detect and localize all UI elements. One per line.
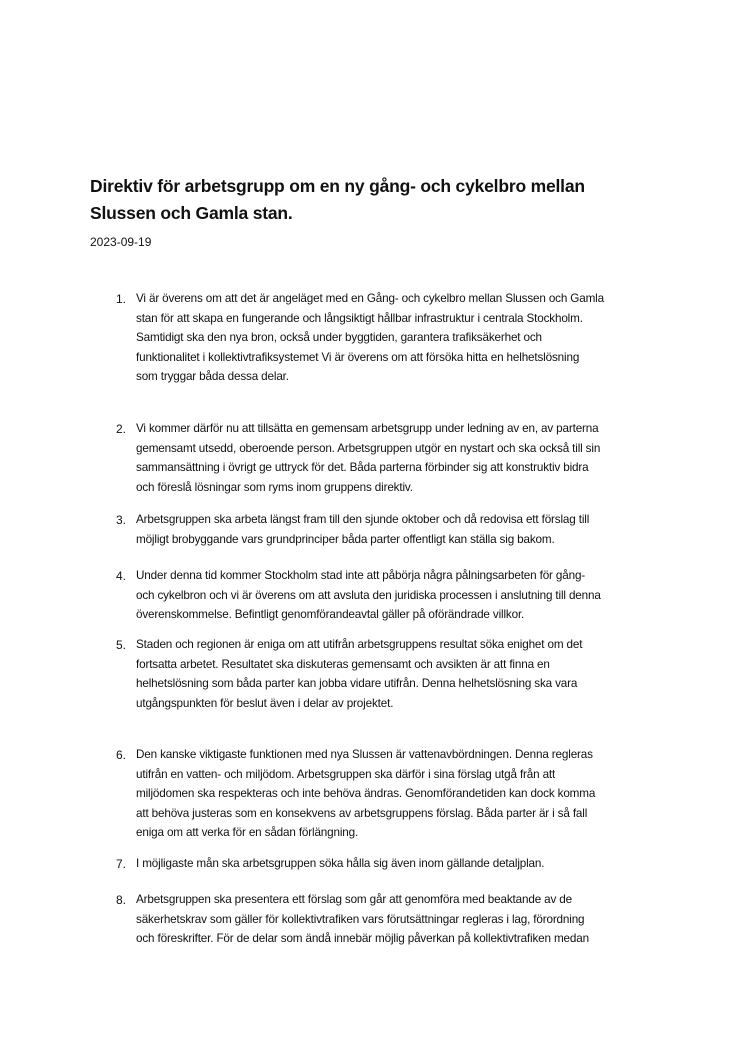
list-item-number: 7.	[116, 857, 127, 871]
list-item-number: 1.	[116, 292, 127, 306]
list-item-text-line: Arbetsgruppen ska arbeta längst fram till den sjunde oktober och då redovisa ett förslag till	[136, 513, 590, 526]
list-item-text-line: och föreskrifter. För de delar som ändå innebär möjlig påverkan på kollektivtrafiken medan	[136, 932, 589, 946]
list-item-number: 6.	[116, 748, 127, 762]
list-item-text-line: Den kanske viktigaste funktionen med nya Slussen är vattenavbördningen. Denna regleras	[136, 748, 593, 761]
list-item-text-line: I möjligaste mån ska arbetsgruppen söka hålla sig även inom gällande detaljplan.	[136, 857, 545, 870]
list-item-text-line: helhetslösning som båda parter kan jobba vidare utifrån. Denna helhetslösning ska vara	[136, 677, 578, 691]
list-item-text-line: Staden och regionen är eniga om att utifrån arbetsgruppens resultat söka enighet om det	[136, 638, 583, 651]
list-item-number: 2.	[116, 422, 127, 436]
list-item-text-line: gemensamt utsedd, oberoende person. Arbetsgruppen utgör en nystart och ska också till sin	[136, 441, 601, 455]
list-item-text-line: och cykelbron och vi är överens om att avsluta den juridiska processen i anslutning till denna	[136, 588, 601, 602]
list-item-text-line: möjligt brobyggande vars grundprinciper båda parter offentligt kan ställa sig bakom.	[136, 532, 555, 546]
list-item-text-line: och föreslå lösningar som ryms inom gruppens direktiv.	[136, 480, 413, 494]
list-item-number: 3.	[116, 513, 127, 527]
list-item-text-line: att behöva justeras som en konsekvens av arbetsgruppens förslag. Båda parter är i så fall	[136, 806, 588, 820]
list-item-text-line: funktionalitet i kollektivtrafiksystemet Vi är överens om att försöka hitta en helhetslösning	[136, 350, 580, 364]
list-item-text-line: fortsatta arbetet. Resultatet ska diskuteras gemensamt och avsikten är att finna en	[136, 657, 550, 671]
document-title-line-2: Slussen och Gamla stan.	[90, 203, 293, 223]
list-item-text-line: utifrån en vatten- och miljödom. Arbetsgruppen ska därför i sina förslag utgå från att	[136, 767, 556, 781]
list-item-number: 5.	[116, 638, 127, 652]
list-item-number: 4.	[116, 569, 127, 583]
list-item-text-line: stan för att skapa en fungerande och långsiktigt hållbar infrastruktur i centrala Stockholm.	[136, 311, 583, 325]
list-item-text-line: utgångspunkten för beslut även i delar av projektet.	[136, 696, 394, 710]
list-item-text-line: överenskommelse. Befintligt genomförandeavtal gäller på oförändrade villkor.	[136, 608, 525, 622]
list-item-text-line: sammansättning i övrigt ge uttryck för det. Båda parterna förbinder sig att konstruktiv bidra	[136, 461, 589, 475]
list-item-text-line: säkerhetskrav som gäller för kollektivtrafiken vars förutsättningar regleras i lag, förordning	[136, 912, 585, 926]
list-item-text-line: Arbetsgruppen ska presentera ett förslag som går att genomföra med beaktande av de	[136, 893, 572, 906]
document-date: 2023-09-19	[90, 235, 152, 249]
list-item-text-line: Samtidigt ska den nya bron, också under byggtiden, garantera trafiksäkerhet och	[136, 331, 542, 345]
document-title-line-1: Direktiv för arbetsgrupp om en ny gång- och cykelbro mellan	[90, 176, 585, 196]
list-item-text-line: eniga om att verka för en sådan förlängning.	[136, 826, 359, 840]
list-item-number: 8.	[116, 893, 127, 907]
list-item-text-line: som tryggar båda dessa delar.	[136, 370, 289, 384]
list-item-text-line: Vi är överens om att det är angeläget med en Gång- och cykelbro mellan Slussen och Gamla	[136, 292, 604, 305]
list-item-text-line: miljödomen ska respekteras och inte behöva ändras. Genomförandetiden kan dock komma	[136, 787, 596, 801]
list-item-text-line: Vi kommer därför nu att tillsätta en gemensam arbetsgrupp under ledning av en, av parterna	[136, 422, 599, 435]
list-item-text-line: Under denna tid kommer Stockholm stad inte att påbörja några pålningsarbeten för gång-	[136, 569, 586, 582]
